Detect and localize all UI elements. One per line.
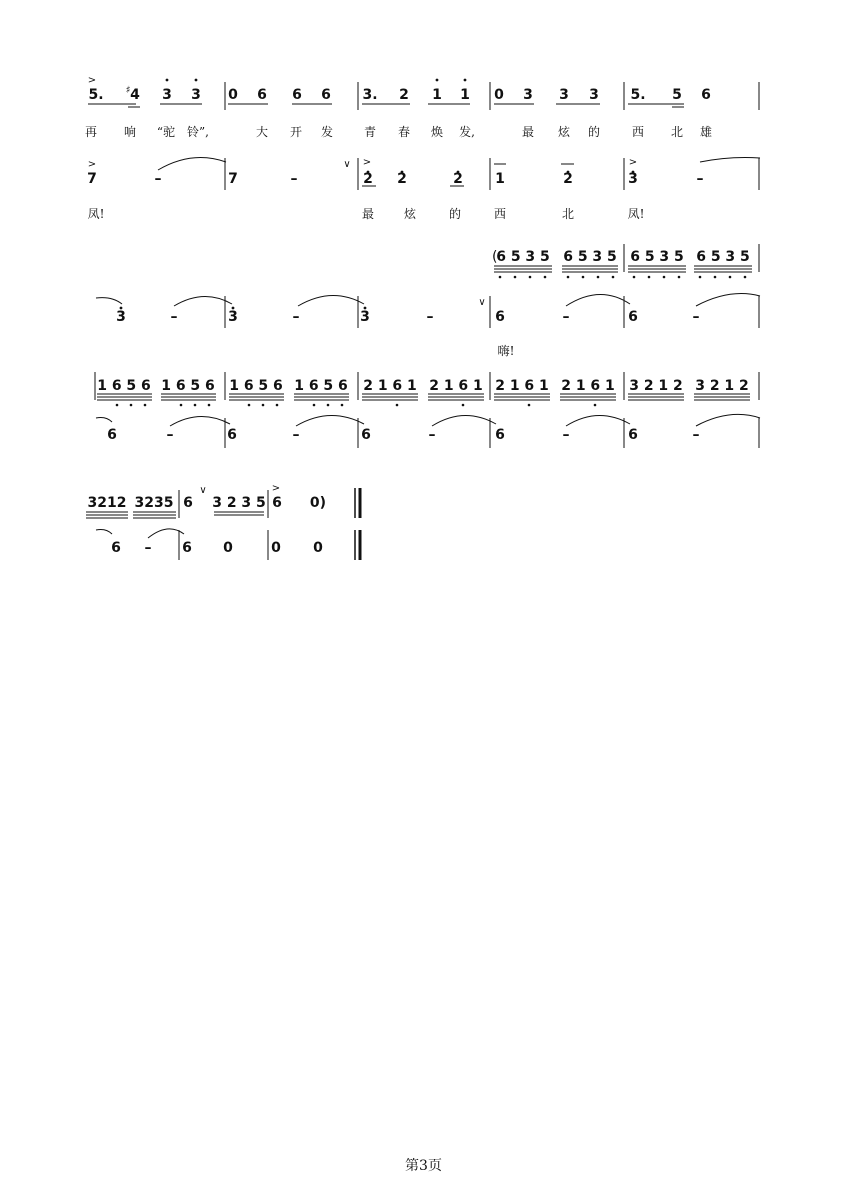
sharp-sign: ♯ [125, 85, 131, 96]
lyric-syllable: 凤! [87, 207, 105, 221]
lyric-syllable: 北 [561, 207, 575, 221]
lyric-syllable: “驼 [156, 125, 176, 139]
lyric-syllable: 春 [397, 125, 411, 139]
note: 0 [223, 540, 233, 556]
note: 6 [292, 87, 302, 103]
lyric-syllable: 最 [521, 125, 535, 139]
note: 3 [162, 87, 172, 103]
dash: – [426, 309, 434, 325]
lyric-syllable: 响 [123, 125, 137, 139]
octave-dot [436, 79, 439, 82]
tie-arc [700, 158, 760, 163]
dash: – [154, 171, 162, 187]
note: 4 [130, 87, 140, 103]
note: 1 [432, 87, 442, 103]
note: 6 [272, 495, 282, 511]
note: 6 [227, 427, 237, 443]
dash: – [144, 540, 152, 556]
tie-arc [96, 298, 122, 304]
note-group: 2 1 6 1 [429, 378, 483, 394]
note-group: 6 5 3 5 [630, 249, 684, 265]
open-paren: ( [492, 249, 498, 265]
note: 5. [88, 87, 104, 103]
lyric-syllable: 西 [631, 125, 645, 139]
beam-group-row7 [86, 512, 264, 518]
lyric-syllable: 嗨! [497, 344, 515, 358]
note: 3 [628, 171, 638, 187]
note: 3 [523, 87, 533, 103]
note: 0 [271, 540, 281, 556]
dash: – [692, 427, 700, 443]
lyric-syllable: 最 [361, 207, 375, 221]
note: 6 [183, 495, 193, 511]
note: 3 [228, 309, 238, 325]
note: 0) [309, 495, 327, 511]
note: 3 [191, 87, 201, 103]
note: 3 [116, 309, 126, 325]
dash: – [562, 309, 570, 325]
note-group: 6 5 3 5 [696, 249, 750, 265]
tie-arc [566, 294, 630, 306]
breath-mark: ∨ [478, 297, 486, 308]
lyric-syllable: 西 [493, 207, 507, 221]
note: 7 [87, 171, 97, 187]
page-number: 第3页 [405, 1158, 442, 1174]
dash: – [562, 427, 570, 443]
note: 6 [361, 427, 371, 443]
lyric-syllable: 大 [255, 125, 269, 139]
note: 1 [460, 87, 470, 103]
note: 6 [257, 87, 267, 103]
note-group: 1 6 5 6 [294, 378, 348, 394]
note: 6 [495, 309, 505, 325]
note-group: 3235 [134, 495, 174, 511]
note-group: 3 2 1 2 [629, 378, 683, 394]
note: 2 [399, 87, 409, 103]
note: 3 [360, 309, 370, 325]
note-group: 2 1 6 1 [561, 378, 615, 394]
lyric-syllable: 焕 [430, 125, 444, 139]
lyric-syllable: 开 [289, 125, 303, 139]
note: 6 [111, 540, 121, 556]
breath-mark: ∨ [199, 485, 207, 496]
lyric-syllable: 的 [448, 207, 462, 221]
note-group: 1 6 5 6 [97, 378, 151, 394]
note: 1 [495, 171, 505, 187]
note: 6 [321, 87, 331, 103]
accent-mark: > [628, 157, 638, 168]
tie-arc [566, 415, 630, 426]
accent-mark: > [87, 75, 97, 86]
dash: – [292, 309, 300, 325]
note: 2 [363, 171, 373, 187]
note: 0 [228, 87, 238, 103]
note: 7 [228, 171, 238, 187]
note: 3 [559, 87, 569, 103]
note: 0 [494, 87, 504, 103]
beam-group-row3 [494, 266, 752, 272]
accent-mark: > [87, 159, 97, 170]
accent-mark: > [271, 483, 281, 494]
note-group: 3 2 1 2 [695, 378, 749, 394]
lyric-syllable: 青 [363, 125, 377, 139]
note: 6 [495, 427, 505, 443]
dash: – [428, 427, 436, 443]
octave-dots-row3 [499, 276, 747, 279]
note-group: 1 6 5 6 [161, 378, 215, 394]
note: 6 [628, 309, 638, 325]
lyric-syllable: 北 [670, 125, 684, 139]
lyric-syllable: 雄 [699, 125, 713, 139]
dash: – [692, 309, 700, 325]
tie-arc [298, 295, 364, 306]
note-group: 1 6 5 6 [229, 378, 283, 394]
dash: – [290, 171, 298, 187]
tie-arc [696, 294, 760, 306]
note: 6 [182, 540, 192, 556]
accent-mark: > [362, 157, 372, 168]
lyric-syllable: 铃”, [187, 125, 209, 139]
lyric-syllable: 凤! [627, 207, 645, 221]
note: 6 [628, 427, 638, 443]
note: 3. [362, 87, 378, 103]
note: 2 [453, 171, 463, 187]
lyric-syllable: 炫 [557, 125, 571, 139]
tie-arc [96, 530, 112, 535]
beam-group-row5 [97, 394, 750, 400]
tie-arc [696, 414, 760, 426]
dash: – [696, 171, 704, 187]
note-group: 2 1 6 1 [495, 378, 549, 394]
tie-arc [170, 416, 230, 426]
tie-arc [158, 158, 226, 171]
note-group: 6 5 3 5 [496, 249, 550, 265]
octave-dot [464, 79, 467, 82]
lyric-syllable: 炫 [403, 207, 417, 221]
lyric-syllable: 再 [84, 125, 98, 139]
note: 5 [672, 87, 682, 103]
note: 2 [563, 171, 573, 187]
note: 3 [589, 87, 599, 103]
note-group: 2 1 6 1 [363, 378, 417, 394]
note-group: 3 2 3 5 [212, 495, 266, 511]
tie-arc [96, 418, 112, 423]
octave-dot [166, 79, 169, 82]
note: 5. [630, 87, 646, 103]
note-group: 3212 [87, 495, 127, 511]
note-group: 6 5 3 5 [563, 249, 617, 265]
lyric-syllable: 发 [320, 125, 334, 139]
dash: – [170, 309, 178, 325]
octave-dots-row5 [116, 404, 597, 407]
note: 2 [397, 171, 407, 187]
note: 6 [107, 427, 117, 443]
tie-arc [174, 296, 232, 306]
note: 0 [313, 540, 323, 556]
note: 6 [701, 87, 711, 103]
dash: – [292, 427, 300, 443]
tie-arc [432, 415, 496, 426]
octave-dot [195, 79, 198, 82]
dash: – [166, 427, 174, 443]
breath-mark: ∨ [343, 159, 351, 170]
lyric-syllable: 发, [459, 125, 475, 139]
lyric-syllable: 的 [587, 125, 601, 139]
tie-arc [296, 415, 364, 426]
